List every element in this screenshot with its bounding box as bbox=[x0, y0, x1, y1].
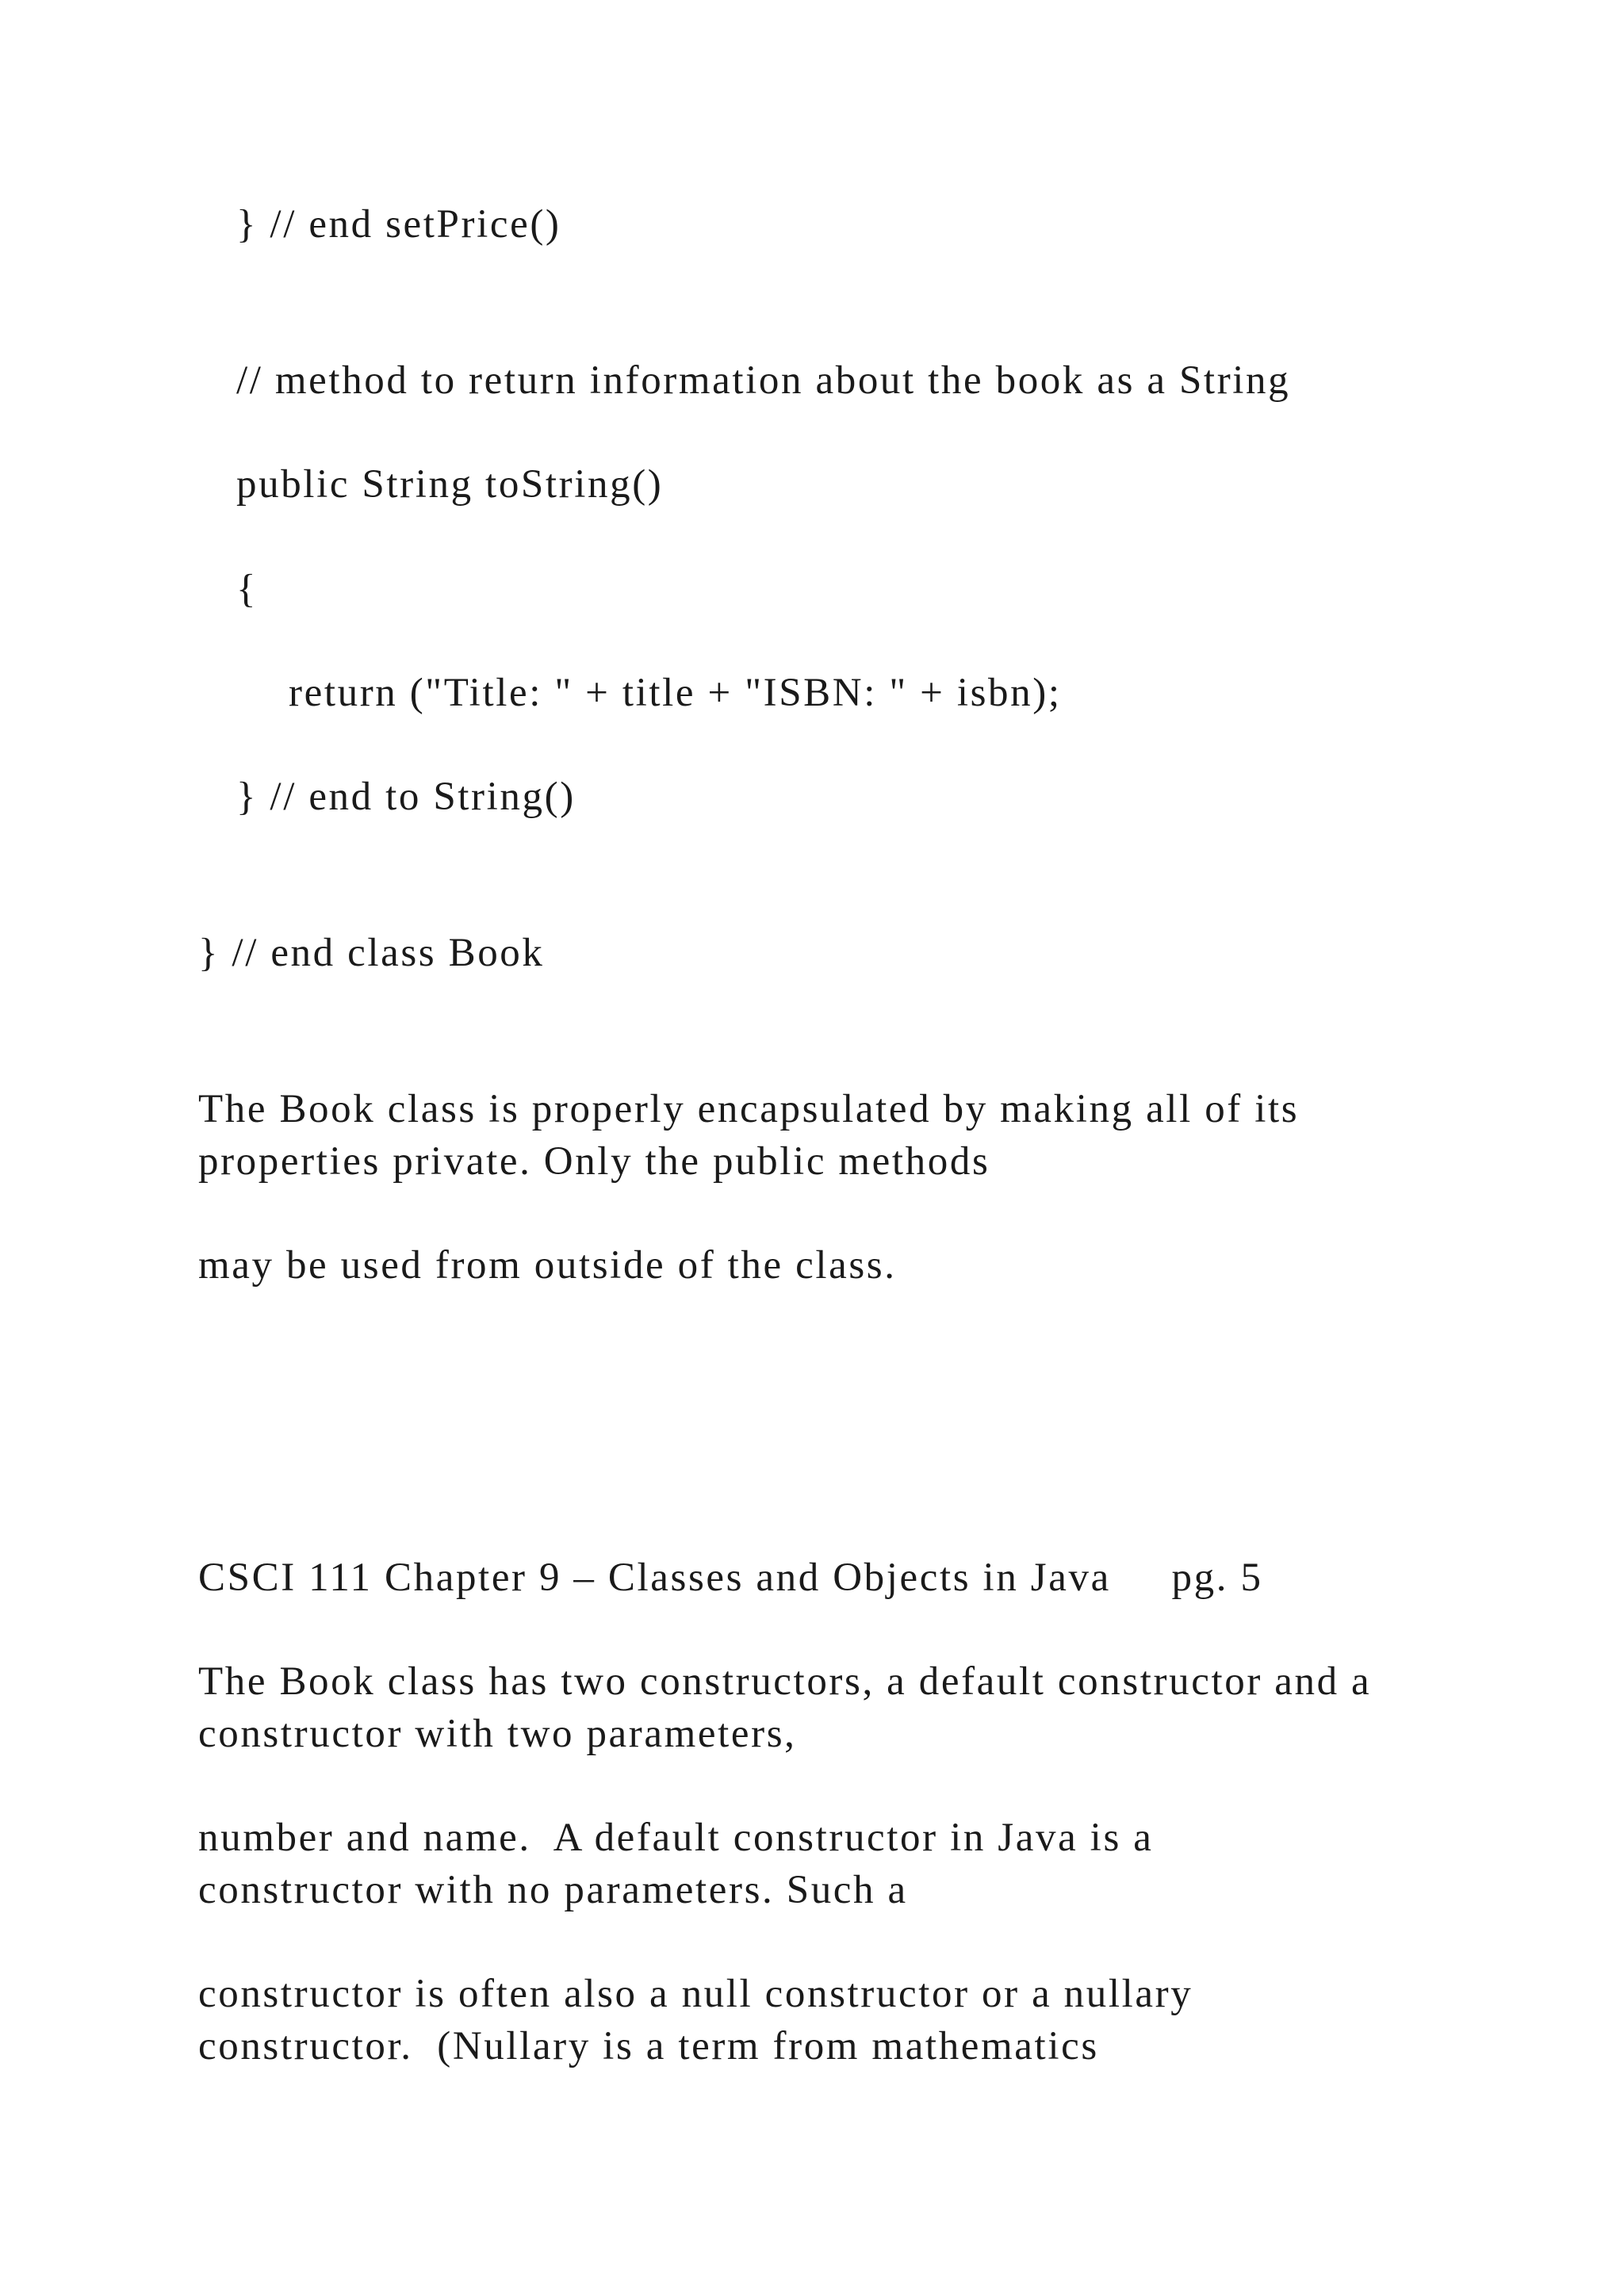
code-line-open-brace: { bbox=[236, 567, 259, 611]
paragraph-constructors-line-4: constructor with no parameters. Such a bbox=[198, 1868, 908, 1912]
paragraph-encapsulation-line-3: may be used from outside of the class. bbox=[198, 1243, 897, 1288]
page-header: CSCI 111 Chapter 9 – Classes and Objects in Java pg. 5 bbox=[198, 1556, 1263, 1600]
paragraph-constructors-line-6: constructor. (Nullary is a term from mathematics bbox=[198, 2024, 1099, 2068]
paragraph-constructors-line-5: constructor is often also a null constructor or a nullary bbox=[198, 1972, 1193, 2016]
code-comment-tostring: // method to return information about the book as a String bbox=[236, 358, 1291, 403]
paragraph-constructors-line-3: number and name. A default constructor in Java is a bbox=[198, 1816, 1154, 1860]
paragraph-encapsulation-line-1: The Book class is properly encapsulated by making all of its bbox=[198, 1087, 1300, 1131]
paragraph-constructors-line-2: constructor with two parameters, bbox=[198, 1712, 797, 1756]
paragraph-constructors-line-1: The Book class has two constructors, a default constructor and a bbox=[198, 1659, 1372, 1704]
code-line-end-setprice: } // end setPrice() bbox=[236, 202, 561, 247]
code-line-return: return ("Title: " + title + "ISBN: " + isbn); bbox=[289, 671, 1062, 715]
code-line-tostring-signature: public String toString() bbox=[236, 462, 664, 507]
code-line-end-tostring: } // end to String() bbox=[236, 775, 576, 819]
paragraph-encapsulation-line-2: properties private. Only the public methods bbox=[198, 1139, 990, 1184]
code-line-end-class: } // end class Book bbox=[198, 931, 545, 975]
